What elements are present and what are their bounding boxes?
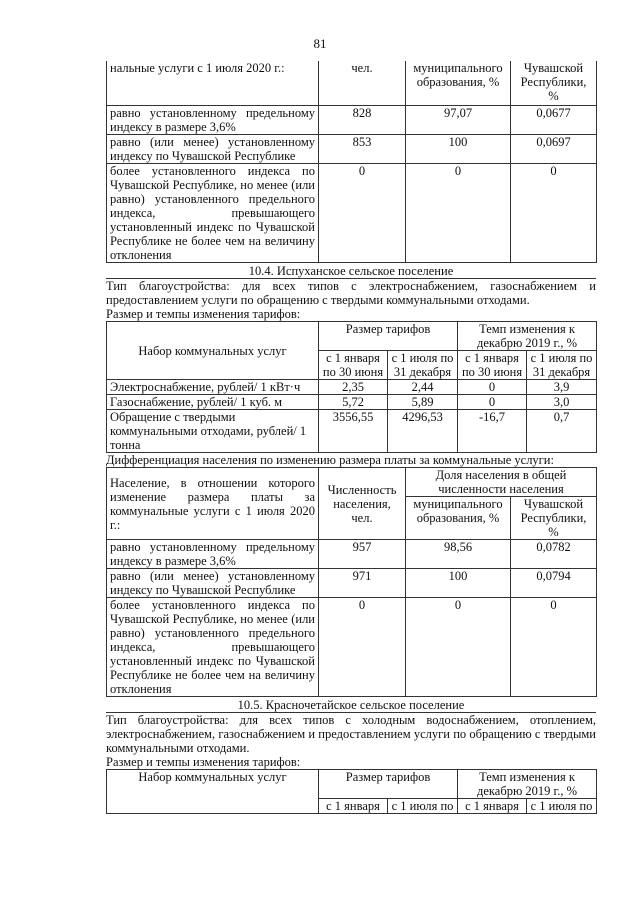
- row-label: равно (или менее) установленному индексу по Чувашской Республике: [107, 569, 319, 598]
- tariff-table: [106, 321, 597, 453]
- row-label: равно установленному предельному индексу в размере 3,6%: [107, 106, 319, 135]
- population-diff-table-prev: [106, 61, 597, 263]
- tariff-value: 4296,53: [388, 410, 458, 453]
- row-republic: 0,0782: [511, 540, 597, 569]
- header-population: нальные услуги с 1 июля 2020 г.:: [110, 61, 285, 75]
- header-period: с 1 июля по 31 декабря: [388, 351, 458, 380]
- tariff-value: 2,35: [319, 380, 388, 395]
- row-count: 853: [319, 135, 406, 164]
- row-republic: 0: [511, 598, 597, 697]
- tariff-value: 5,72: [319, 395, 388, 410]
- row-count: 957: [319, 540, 406, 569]
- section-title: 10.4. Испуханское сельское поселение: [106, 264, 596, 279]
- table-row: [107, 106, 597, 135]
- population-diff-table: [106, 467, 597, 697]
- header-period: с 1 января по 30 июня: [319, 351, 388, 380]
- header-change-rate: Темп изменения к декабрю 2019 г., %: [458, 322, 597, 351]
- header-population: Население, в отношении которого изменение размера платы за коммунальные услуги с 1 июля 2020 г.:: [107, 468, 319, 540]
- rate-value: 0: [458, 380, 527, 395]
- section-title: 10.5. Красночетайское сельское поселение: [106, 698, 596, 713]
- row-count: 0: [319, 598, 406, 697]
- table-header-row: [107, 61, 597, 106]
- row-label: более установленного индекса по Чувашской Республике, но менее (или равно) установленного предельного индекса, превышающего установленный индекс по Чувашской Республике не более чем на величину отклонения: [107, 598, 319, 697]
- rate-value: -16,7: [458, 410, 527, 453]
- page-content: [106, 61, 596, 814]
- table-row: [107, 598, 597, 697]
- row-count: 0: [319, 164, 406, 263]
- row-municipal: 100: [406, 569, 511, 598]
- row-republic: 0,0677: [511, 106, 597, 135]
- header-period: с 1 июля по: [388, 799, 458, 814]
- tariff-value: 5,89: [388, 395, 458, 410]
- table-row: [107, 395, 597, 410]
- tariffs-caption: Размер и темпы изменения тарифов:: [106, 307, 301, 321]
- row-count: 971: [319, 569, 406, 598]
- rate-value: 0: [458, 395, 527, 410]
- rate-value: 3,9: [527, 380, 597, 395]
- tariff-value: 3556,55: [319, 410, 388, 453]
- tariffs-caption: Размер и темпы изменения тарифов:: [106, 755, 301, 769]
- row-republic: 0,0697: [511, 135, 597, 164]
- header-period: с 1 января: [458, 799, 527, 814]
- header-municipal: муниципального образования, %: [406, 61, 511, 106]
- row-municipal: 98,56: [406, 540, 511, 569]
- page-number: 81: [313, 36, 327, 51]
- diff-caption: Дифференциация населения по изменению размера платы за коммунальные услуги:: [106, 453, 554, 467]
- header-tariff-size: Размер тарифов: [319, 770, 458, 799]
- table-row: [107, 135, 597, 164]
- header-period: с 1 июля по 31 декабря: [527, 351, 597, 380]
- row-municipal: 0: [406, 164, 511, 263]
- tariff-table: [106, 769, 597, 814]
- service-name: Газоснабжение, рублей/ 1 куб. м: [107, 395, 319, 410]
- header-republic: Чувашской Республики, %: [511, 61, 597, 106]
- table-row: [107, 569, 597, 598]
- row-municipal: 97,07: [406, 106, 511, 135]
- header-change-rate: Темп изменения к декабрю 2019 г., %: [458, 770, 597, 799]
- header-services: Набор коммунальных услуг: [107, 770, 319, 814]
- rate-value: 3,0: [527, 395, 597, 410]
- row-republic: 0,0794: [511, 569, 597, 598]
- header-share: Доля населения в общей численности населения: [406, 468, 597, 497]
- header-count: чел.: [319, 61, 406, 106]
- table-row: [107, 380, 597, 395]
- row-label: равно установленному предельному индексу в размере 3,6%: [107, 540, 319, 569]
- service-name: Обращение с твердыми коммунальными отходами, рублей/ 1 тонна: [107, 410, 319, 453]
- header-count: Численность населения, чел.: [319, 468, 406, 540]
- row-republic: 0: [511, 164, 597, 263]
- tariff-value: 2,44: [388, 380, 458, 395]
- row-count: 828: [319, 106, 406, 135]
- row-municipal: 0: [406, 598, 511, 697]
- header-municipal: муниципального образования, %: [406, 497, 511, 540]
- header-period: с 1 января: [319, 799, 388, 814]
- improvement-type: Тип благоустройства: для всех типов с холодным водоснабжением, отоплением, электроснабжением, газоснабжением и предоставлением услуги по обращению с твердыми коммунальными отходами.: [106, 713, 596, 755]
- header-period: с 1 января по 30 июня: [458, 351, 527, 380]
- rate-value: 0,7: [527, 410, 597, 453]
- header-period: с 1 июля по: [527, 799, 597, 814]
- improvement-type: Тип благоустройства: для всех типов с электроснабжением, газоснабжением и предоставлением услуги по обращению с твердыми коммунальными отходами.: [106, 279, 596, 307]
- service-name: Электроснабжение, рублей/ 1 кВт·ч: [107, 380, 319, 395]
- table-row: [107, 540, 597, 569]
- table-row: [107, 410, 597, 453]
- header-republic: Чувашской Республики, %: [511, 497, 597, 540]
- header-tariff-size: Размер тарифов: [319, 322, 458, 351]
- row-label: равно (или менее) установленному индексу по Чувашской Республике: [107, 135, 319, 164]
- header-services: Набор коммунальных услуг: [107, 322, 319, 380]
- table-row: [107, 164, 597, 263]
- row-label: более установленного индекса по Чувашской Республике, но менее (или равно) установленного предельного индекса, превышающего установленный индекс по Чувашской Республике не более чем на величину отклонения: [107, 164, 319, 263]
- row-municipal: 100: [406, 135, 511, 164]
